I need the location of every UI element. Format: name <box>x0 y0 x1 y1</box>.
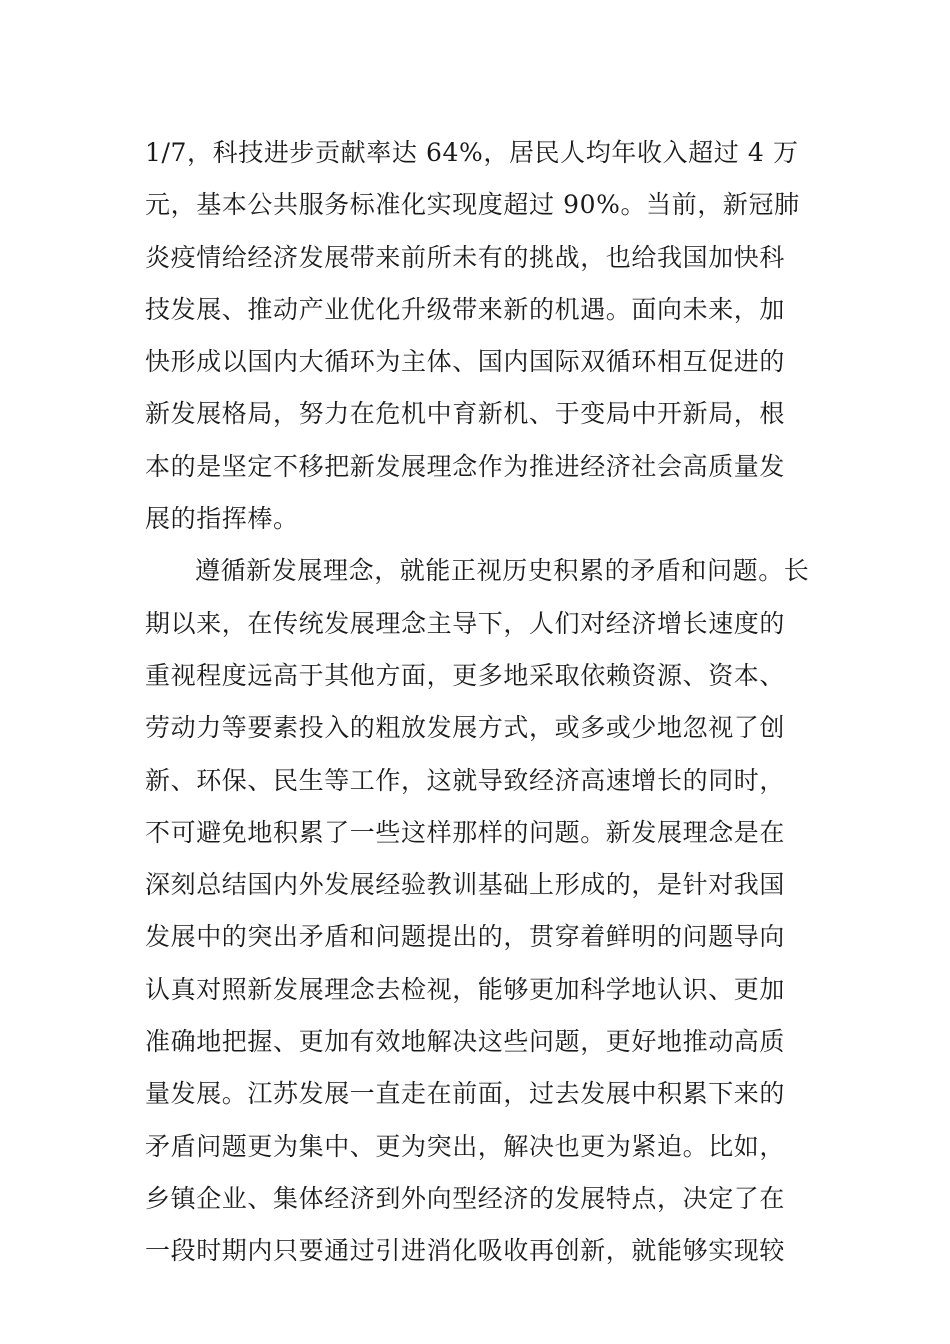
text-line: 深刻总结国内外发展经验教训基础上形成的，是针对我国 <box>145 870 786 900</box>
paragraph-2 <box>145 545 810 1277</box>
text-line: 发展中的突出矛盾和问题提出的，贯穿着鲜明的问题导向 <box>145 922 786 952</box>
text-line: 期以来，在传统发展理念主导下，人们对经济增长速度的 <box>145 608 786 638</box>
text-line: 新、环保、民生等工作，这就导致经济高速增长的同时， <box>145 765 786 795</box>
text-line: 新发展格局，努力在危机中育新机、于变局中开新局，根 <box>145 399 786 429</box>
text-line: 认真对照新发展理念去检视，能够更加科学地认识、更加 <box>145 974 786 1004</box>
text-line: 展的指挥棒。 <box>145 504 299 534</box>
text-line: 元，基本公共服务标准化实现度超过 90%。当前，新冠肺 <box>145 190 800 220</box>
text-line: 准确地把握、更加有效地解决这些问题，更好地推动高质 <box>145 1027 786 1057</box>
text-line: 本的是坚定不移把新发展理念作为推进经济社会高质量发 <box>145 451 786 481</box>
text-line: 重视程度远高于其他方面，更多地采取依赖资源、资本、 <box>145 660 786 690</box>
text-line: 量发展。江苏发展一直走在前面，过去发展中积累下来的 <box>145 1079 786 1109</box>
text-line: 乡镇企业、集体经济到外向型经济的发展特点，决定了在 <box>145 1183 786 1213</box>
text-line: 1/7，科技进步贡献率达 64%，居民人均年收入超过 4 万 <box>145 138 799 167</box>
paragraph-1 <box>145 127 810 545</box>
text-line: 劳动力等要素投入的粗放发展方式，或多或少地忽视了创 <box>145 713 786 743</box>
text-line: 技发展、推动产业优化升级带来新的机遇。面向未来，加 <box>145 294 786 324</box>
text-line: 不可避免地积累了一些这样那样的问题。新发展理念是在 <box>145 817 786 847</box>
body-text <box>145 127 810 1278</box>
text-line: 矛盾问题更为集中、更为突出，解决也更为紧迫。比如， <box>145 1131 786 1161</box>
text-line: 快形成以国内大循环为主体、国内国际双循环相互促进的 <box>145 347 786 377</box>
text-line: 炎疫情给经济发展带来前所未有的挑战，也给我国加快科 <box>145 242 786 272</box>
text-line: 遵循新发展理念，就能正视历史积累的矛盾和问题。长 <box>195 556 810 586</box>
text-line: 一段时期内只要通过引进消化吸收再创新，就能够实现较 <box>145 1236 786 1266</box>
